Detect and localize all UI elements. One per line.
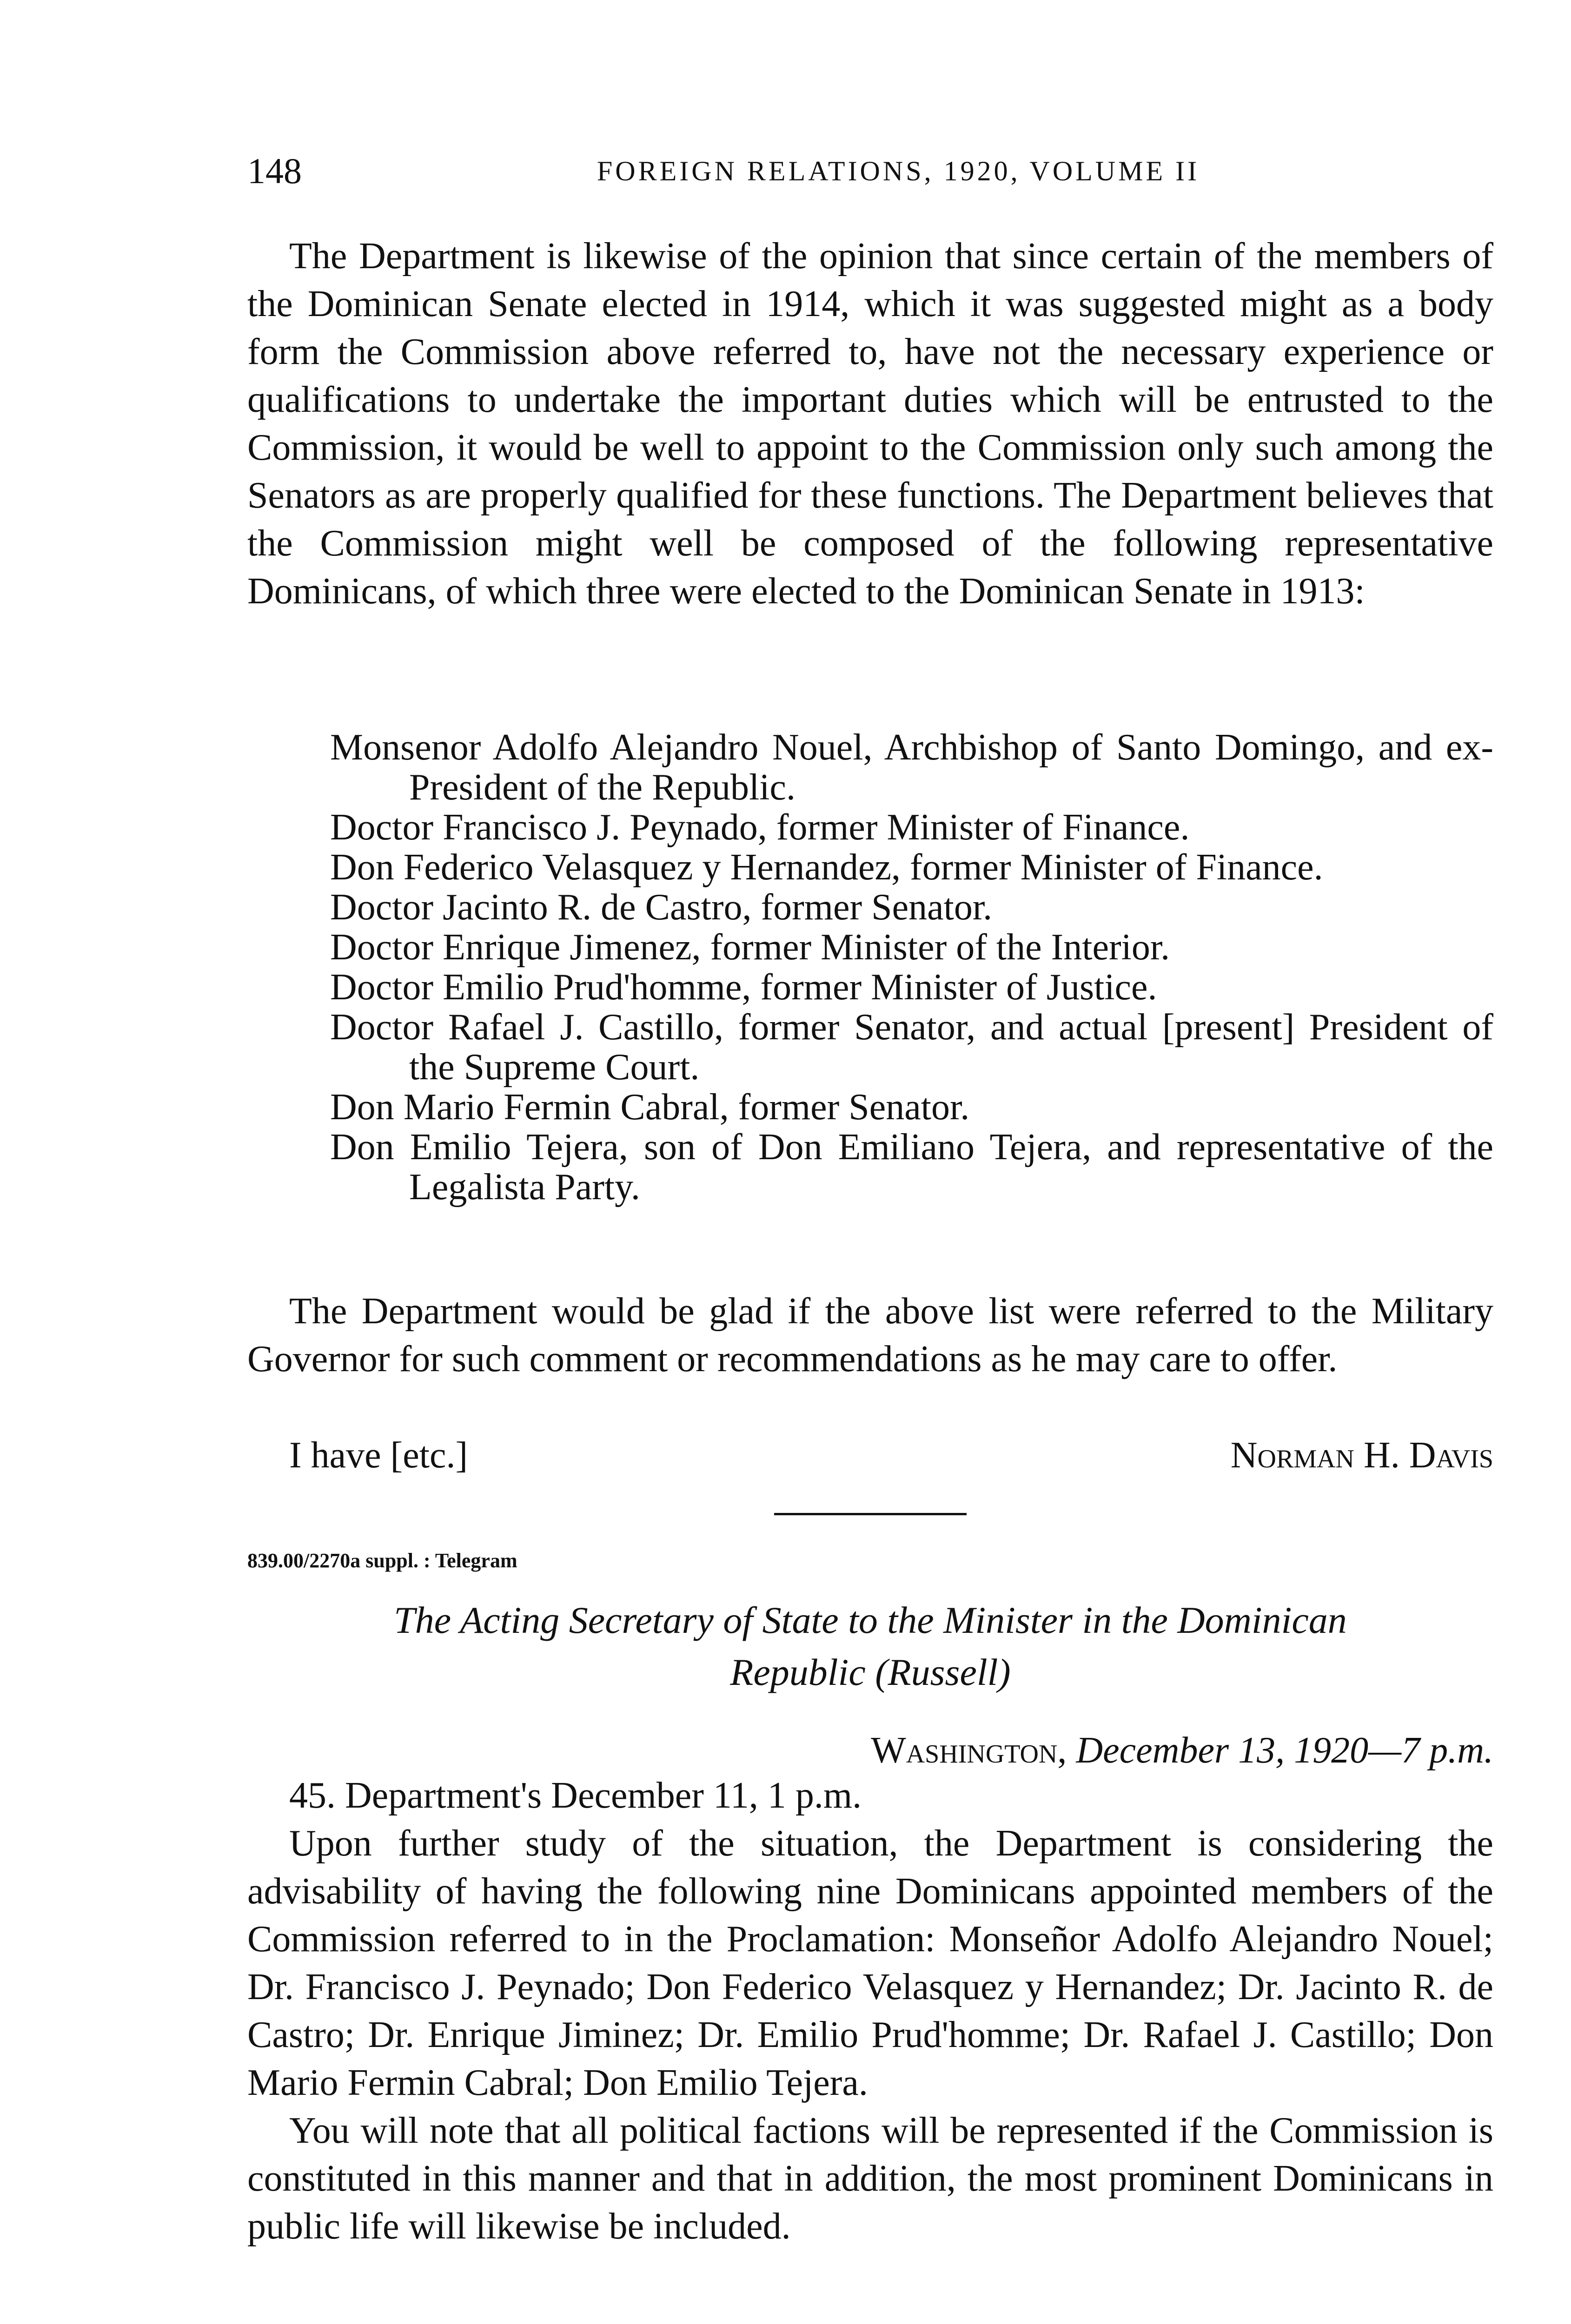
closing-line [289, 1432, 1493, 1479]
list-item: Doctor Rafael J. Castillo, former Senator, and actual [present] President of the Supreme Court. [330, 1007, 1493, 1088]
list-item: Monsenor Adolfo Alejandro Nouel, Archbishop of Santo Domingo, and ex-President of the Republic. [330, 727, 1493, 808]
document-title [247, 1594, 1493, 1698]
list-item: Don Emilio Tejera, son of Don Emiliano Tejera, and representative of the Legalista Party. [330, 1127, 1493, 1208]
list-item: Don Federico Velasquez y Hernandez, former Minister of Finance. [330, 847, 1323, 888]
telegram-body [247, 1772, 1493, 2251]
paragraph: Upon further study of the situation, the Department is considering the advisability of having the following nine Dominicans appointed members of the Commission referred to in the Proclamation: Monseñor Adolfo Alejandro Nouel; Dr. Francisco J. Peynado; Don Federico Velasquez y Hernandez; Dr. Jacinto R. de Castro; Dr. Enrique Jiminez; Dr. Emilio Prud'homme; Dr. Rafael J. Castillo; Don Mario Fermin Cabral; Don Emilio Tejera. [247, 1823, 1493, 2103]
dateline-date: December 13, 1920—7 p.m. [1076, 1730, 1493, 1771]
paragraph: 45. Department's December 11, 1 p.m. [289, 1775, 862, 1816]
list-item: Don Mario Fermin Cabral, former Senator. [330, 1087, 970, 1128]
list-item: Doctor Enrique Jimenez, former Minister of the Interior. [330, 927, 1170, 968]
paragraph: The Department is likewise of the opinion that since certain of the members of the Dominican Senate elected in 1914, which it was suggested might as a body form the Commission above referred to, have not the necessary experience or qualifications to undertake the important duties which will be entrusted to the Commission, it would be well to appoint to the Commission only such among the Senators as are properly qualified for these functions. The Department believes that the Commission might well be composed of the following representative Dominicans, of which three were elected to the Dominican Senate in 1913: [247, 236, 1493, 612]
nominee-list [330, 727, 1493, 1207]
paragraph: The Department would be glad if the above list were referred to the Military Governor for such comment or recommendations as he may care to offer. [247, 1291, 1493, 1380]
document-title-line: Republic (Russell) [730, 1651, 1011, 1693]
paragraph: You will note that all political factions will be represented if the Commission is constituted in this manner and that in addition, the most prominent Dominicans in public life will likewise be included. [247, 2110, 1493, 2247]
running-head: FOREIGN RELATIONS, 1920, VOLUME II [597, 156, 1200, 186]
list-item: Doctor Emilio Prud'homme, former Minister of Justice. [330, 967, 1157, 1008]
document-title-line: The Acting Secretary of State to the Minister in the Dominican [394, 1599, 1347, 1641]
list-item: Doctor Jacinto R. de Castro, former Senator. [330, 887, 993, 928]
page-number: 148 [247, 151, 302, 191]
signature: Norman H. Davis [1230, 1435, 1493, 1476]
section-divider [774, 1513, 967, 1515]
closing-phrase: I have [etc.] [289, 1435, 468, 1476]
dateline [871, 1727, 1493, 1775]
referral-paragraph-block [247, 1287, 1493, 1383]
opening-paragraph-block [247, 232, 1493, 615]
list-item: Doctor Francisco J. Peynado, former Minister of Finance. [330, 807, 1190, 848]
dateline-place: Washington, [871, 1730, 1067, 1771]
page-header [247, 148, 1493, 194]
file-reference: 839.00/2270a suppl. : Telegram [247, 1549, 517, 1572]
